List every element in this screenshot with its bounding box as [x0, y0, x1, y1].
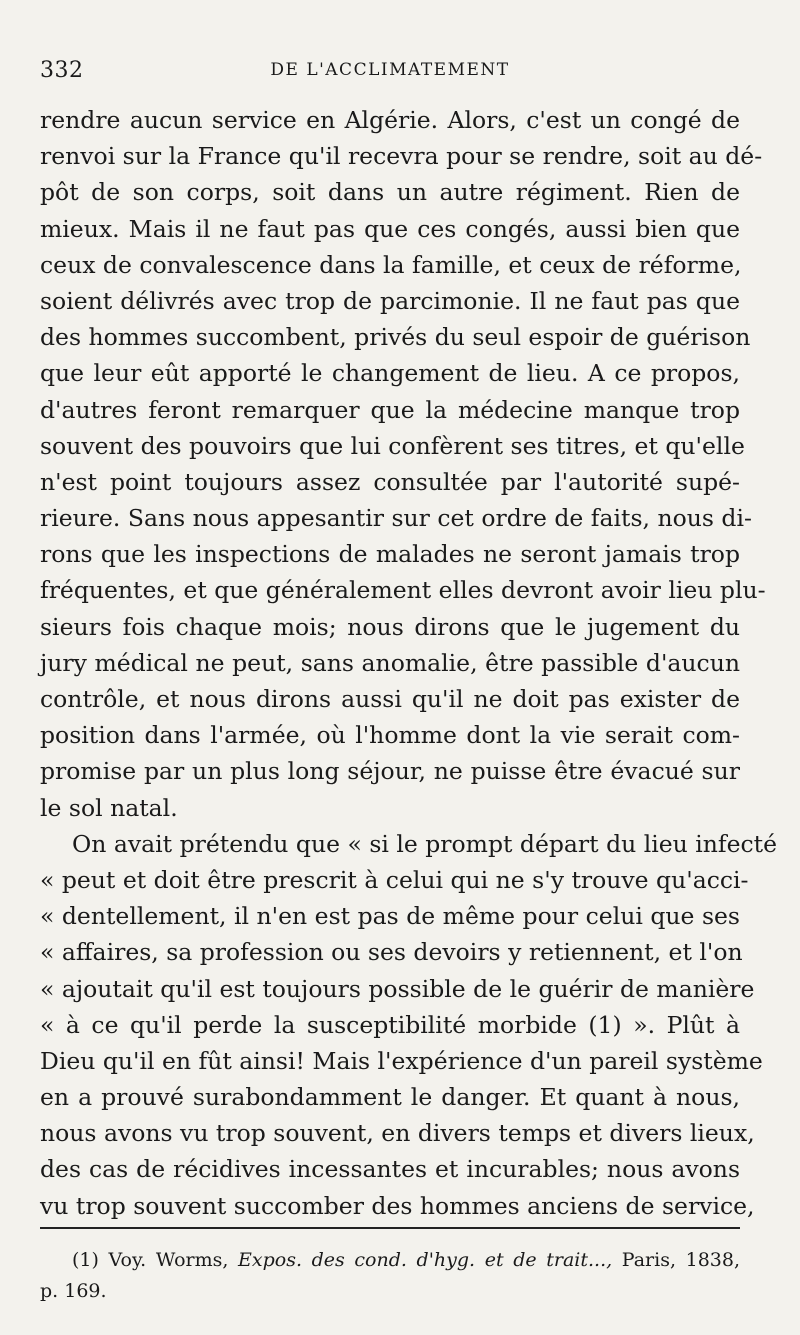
text-line: « ajoutait qu'il est toujours possible de le guérir de manière — [40, 974, 755, 1003]
text-line: vu trop souvent succomber des hommes anciens de service, — [40, 1191, 755, 1220]
text-line: rons que les inspections de malades ne seront jamais trop — [40, 540, 740, 569]
text-line: contrôle, et nous dirons aussi qu'il ne doit pas exister de — [40, 685, 740, 713]
text-line: des cas de récidives incessantes et incurables; nous avons — [40, 1155, 740, 1184]
running-head: DE L'ACCLIMATEMENT — [270, 60, 510, 80]
text-line: souvent des pouvoirs que lui confèrent ses titres, et qu'elle — [40, 431, 745, 460]
text-line: nous avons vu trop souvent, en divers temps et divers lieux, — [40, 1119, 755, 1148]
text-line: sieurs fois chaque mois; nous dirons que le jugement du — [40, 612, 740, 641]
text-line: « à ce qu'il perde la susceptibilité morbide (1) ». Plût à — [40, 1010, 740, 1039]
text-line-paragraph-end: le sol natal. — [40, 793, 178, 822]
body-text — [40, 102, 778, 1224]
footnote — [40, 1245, 740, 1307]
text-line-paragraph-start: On avait prétendu que « si le prompt départ du lieu infecté — [72, 829, 778, 858]
footnote-line — [40, 1245, 740, 1276]
footnote-title: Expos. des cond. d'hyg. et de trait..., — [238, 1249, 613, 1271]
footnote-author: Worms, — [155, 1249, 229, 1271]
text-line: « dentellement, il n'en est pas de même pour celui que ses — [40, 902, 740, 931]
text-line: mieux. Mais il ne faut pas que ces congés, aussi bien que — [40, 214, 740, 243]
footnote-place: Paris, 1838, — [621, 1249, 740, 1271]
text-line: Dieu qu'il en fût ainsi! Mais l'expérience d'un pareil système — [40, 1046, 763, 1075]
footnote-separator — [40, 1227, 740, 1229]
text-line: rendre aucun service en Algérie. Alors, c'est un congé de — [40, 106, 740, 134]
text-line: « affaires, sa profession ou ses devoirs y retiennent, et l'on — [40, 938, 743, 967]
text-line: en a prouvé surabondamment le danger. Et quant à nous, — [40, 1083, 740, 1112]
footnote-line-end: p. 169. — [40, 1280, 107, 1302]
text-line: rieure. Sans nous appesantir sur cet ordre de faits, nous di- — [40, 504, 752, 533]
text-line: n'est point toujours assez consultée par l'autorité supé- — [40, 467, 740, 496]
footnote-marker: (1) Voy. — [72, 1249, 147, 1271]
text-line: position dans l'armée, où l'homme dont la vie serait com- — [40, 721, 740, 750]
text-line: des hommes succombent, privés du seul espoir de guérison — [40, 323, 751, 352]
text-line: « peut et doit être prescrit à celui qui ne s'y trouve qu'acci- — [40, 865, 749, 894]
text-line: jury médical ne peut, sans anomalie, être passible d'aucun — [40, 648, 740, 677]
text-line: soient délivrés avec trop de parcimonie. Il ne faut pas que — [40, 286, 740, 315]
text-line: fréquentes, et que généralement elles devront avoir lieu plu- — [40, 576, 766, 605]
text-line: d'autres feront remarquer que la médecine manque trop — [40, 395, 740, 424]
text-line: que leur eût apporté le changement de lieu. A ce propos, — [40, 359, 740, 388]
text-line: ceux de convalescence dans la famille, et ceux de réforme, — [40, 250, 742, 279]
text-line: promise par un plus long séjour, ne puisse être évacué sur — [40, 757, 740, 786]
text-line: pôt de son corps, soit dans un autre régiment. Rien de — [40, 178, 740, 207]
page-header — [40, 58, 740, 88]
text-line: renvoi sur la France qu'il recevra pour se rendre, soit au dé- — [40, 142, 763, 171]
page-number: 332 — [40, 58, 84, 83]
